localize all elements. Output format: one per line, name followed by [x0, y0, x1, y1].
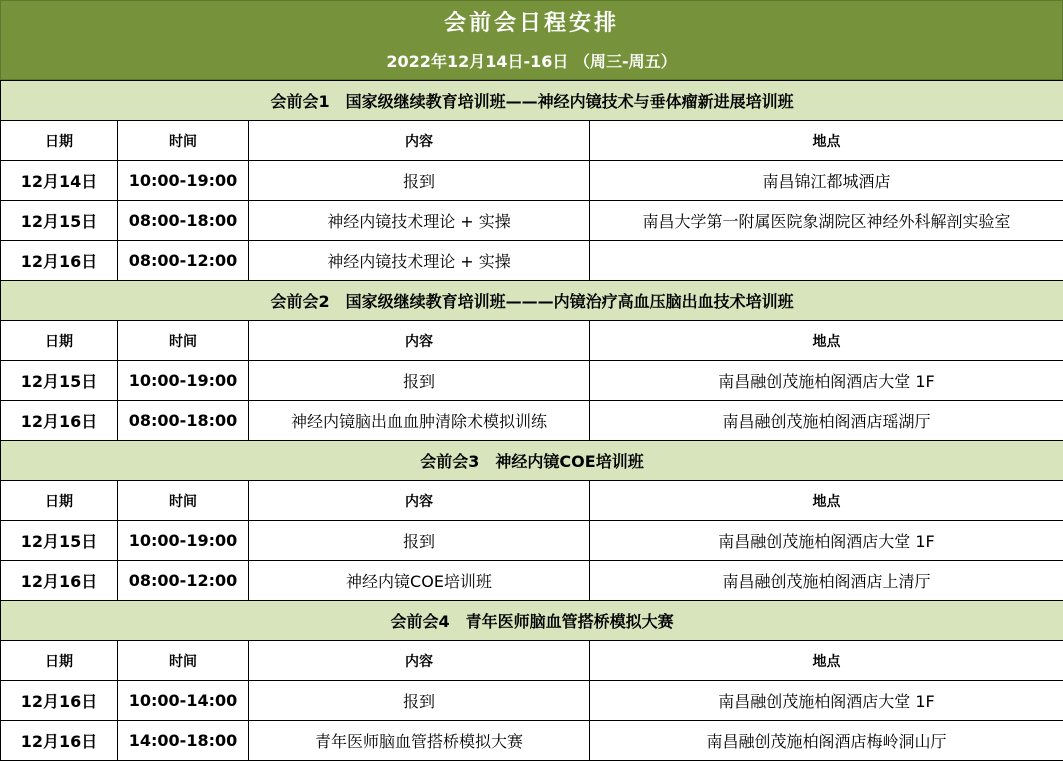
section-title: 会前会2 国家级继续教育培训班———内镜治疗高血压脑出血技术培训班	[1, 281, 1063, 321]
section-row	[1, 281, 1063, 321]
cell-time: 14:00-18:00	[118, 721, 249, 761]
column-header-content: 内容	[249, 641, 590, 681]
page-subtitle: 2022年12月14日-16日 （周三-周五）	[386, 52, 677, 71]
cell-time: 08:00-18:00	[118, 201, 249, 241]
cell-content: 神经内镜COE培训班	[249, 561, 590, 601]
cell-date: 12月15日	[1, 201, 118, 241]
cell-location: 南昌融创茂施柏阁酒店瑶湖厅	[590, 401, 1063, 441]
cell-time: 10:00-19:00	[118, 161, 249, 201]
column-header-location: 地点	[590, 481, 1063, 521]
column-header-date: 日期	[1, 641, 118, 681]
table-row	[1, 561, 1063, 601]
cell-location: 南昌融创茂施柏阁酒店大堂 1F	[590, 681, 1063, 721]
column-header-row	[1, 321, 1063, 361]
cell-date: 12月16日	[1, 561, 118, 601]
column-header-location: 地点	[590, 321, 1063, 361]
column-header-time: 时间	[118, 121, 249, 161]
cell-content: 报到	[249, 681, 590, 721]
table-row	[1, 241, 1063, 281]
cell-date: 12月16日	[1, 241, 118, 281]
section-title: 会前会3 神经内镜COE培训班	[1, 441, 1063, 481]
table-row	[1, 401, 1063, 441]
cell-date: 12月16日	[1, 401, 118, 441]
column-header-location: 地点	[590, 121, 1063, 161]
table-row	[1, 521, 1063, 561]
cell-content: 神经内镜脑出血血肿清除术模拟训练	[249, 401, 590, 441]
cell-content: 报到	[249, 361, 590, 401]
column-header-row	[1, 481, 1063, 521]
column-header-row	[1, 641, 1063, 681]
schedule-header	[0, 0, 1063, 80]
cell-time: 10:00-19:00	[118, 521, 249, 561]
table-row	[1, 161, 1063, 201]
cell-location: 南昌融创茂施柏阁酒店梅岭洞山厅	[590, 721, 1063, 761]
table-row	[1, 361, 1063, 401]
cell-location	[590, 241, 1063, 281]
cell-date: 12月16日	[1, 721, 118, 761]
column-header-date: 日期	[1, 321, 118, 361]
cell-date: 12月15日	[1, 521, 118, 561]
cell-time: 08:00-18:00	[118, 401, 249, 441]
column-header-content: 内容	[249, 321, 590, 361]
cell-location: 南昌锦江都城酒店	[590, 161, 1063, 201]
cell-date: 12月15日	[1, 361, 118, 401]
column-header-date: 日期	[1, 481, 118, 521]
column-header-row	[1, 121, 1063, 161]
column-header-time: 时间	[118, 481, 249, 521]
cell-location: 南昌融创茂施柏阁酒店大堂 1F	[590, 521, 1063, 561]
cell-location: 南昌大学第一附属医院象湖院区神经外科解剖实验室	[590, 201, 1063, 241]
column-header-content: 内容	[249, 481, 590, 521]
cell-content: 神经内镜技术理论 + 实操	[249, 201, 590, 241]
column-header-location: 地点	[590, 641, 1063, 681]
table-row	[1, 681, 1063, 721]
section-title: 会前会1 国家级继续教育培训班——神经内镜技术与垂体瘤新进展培训班	[1, 81, 1063, 121]
page-title: 会前会日程安排	[443, 11, 619, 36]
column-header-time: 时间	[118, 641, 249, 681]
cell-content: 神经内镜技术理论 + 实操	[249, 241, 590, 281]
cell-time: 08:00-12:00	[118, 561, 249, 601]
cell-date: 12月16日	[1, 681, 118, 721]
cell-time: 10:00-19:00	[118, 361, 249, 401]
cell-date: 12月14日	[1, 161, 118, 201]
cell-time: 08:00-12:00	[118, 241, 249, 281]
section-title: 会前会4 青年医师脑血管搭桥模拟大赛	[1, 601, 1063, 641]
cell-time: 10:00-14:00	[118, 681, 249, 721]
section-row	[1, 81, 1063, 121]
section-row	[1, 601, 1063, 641]
column-header-time: 时间	[118, 321, 249, 361]
schedule-table	[0, 80, 1063, 761]
section-row	[1, 441, 1063, 481]
table-row	[1, 721, 1063, 761]
column-header-date: 日期	[1, 121, 118, 161]
cell-location: 南昌融创茂施柏阁酒店上清厅	[590, 561, 1063, 601]
cell-content: 报到	[249, 161, 590, 201]
table-row	[1, 201, 1063, 241]
cell-content: 报到	[249, 521, 590, 561]
cell-location: 南昌融创茂施柏阁酒店大堂 1F	[590, 361, 1063, 401]
cell-content: 青年医师脑血管搭桥模拟大赛	[249, 721, 590, 761]
column-header-content: 内容	[249, 121, 590, 161]
